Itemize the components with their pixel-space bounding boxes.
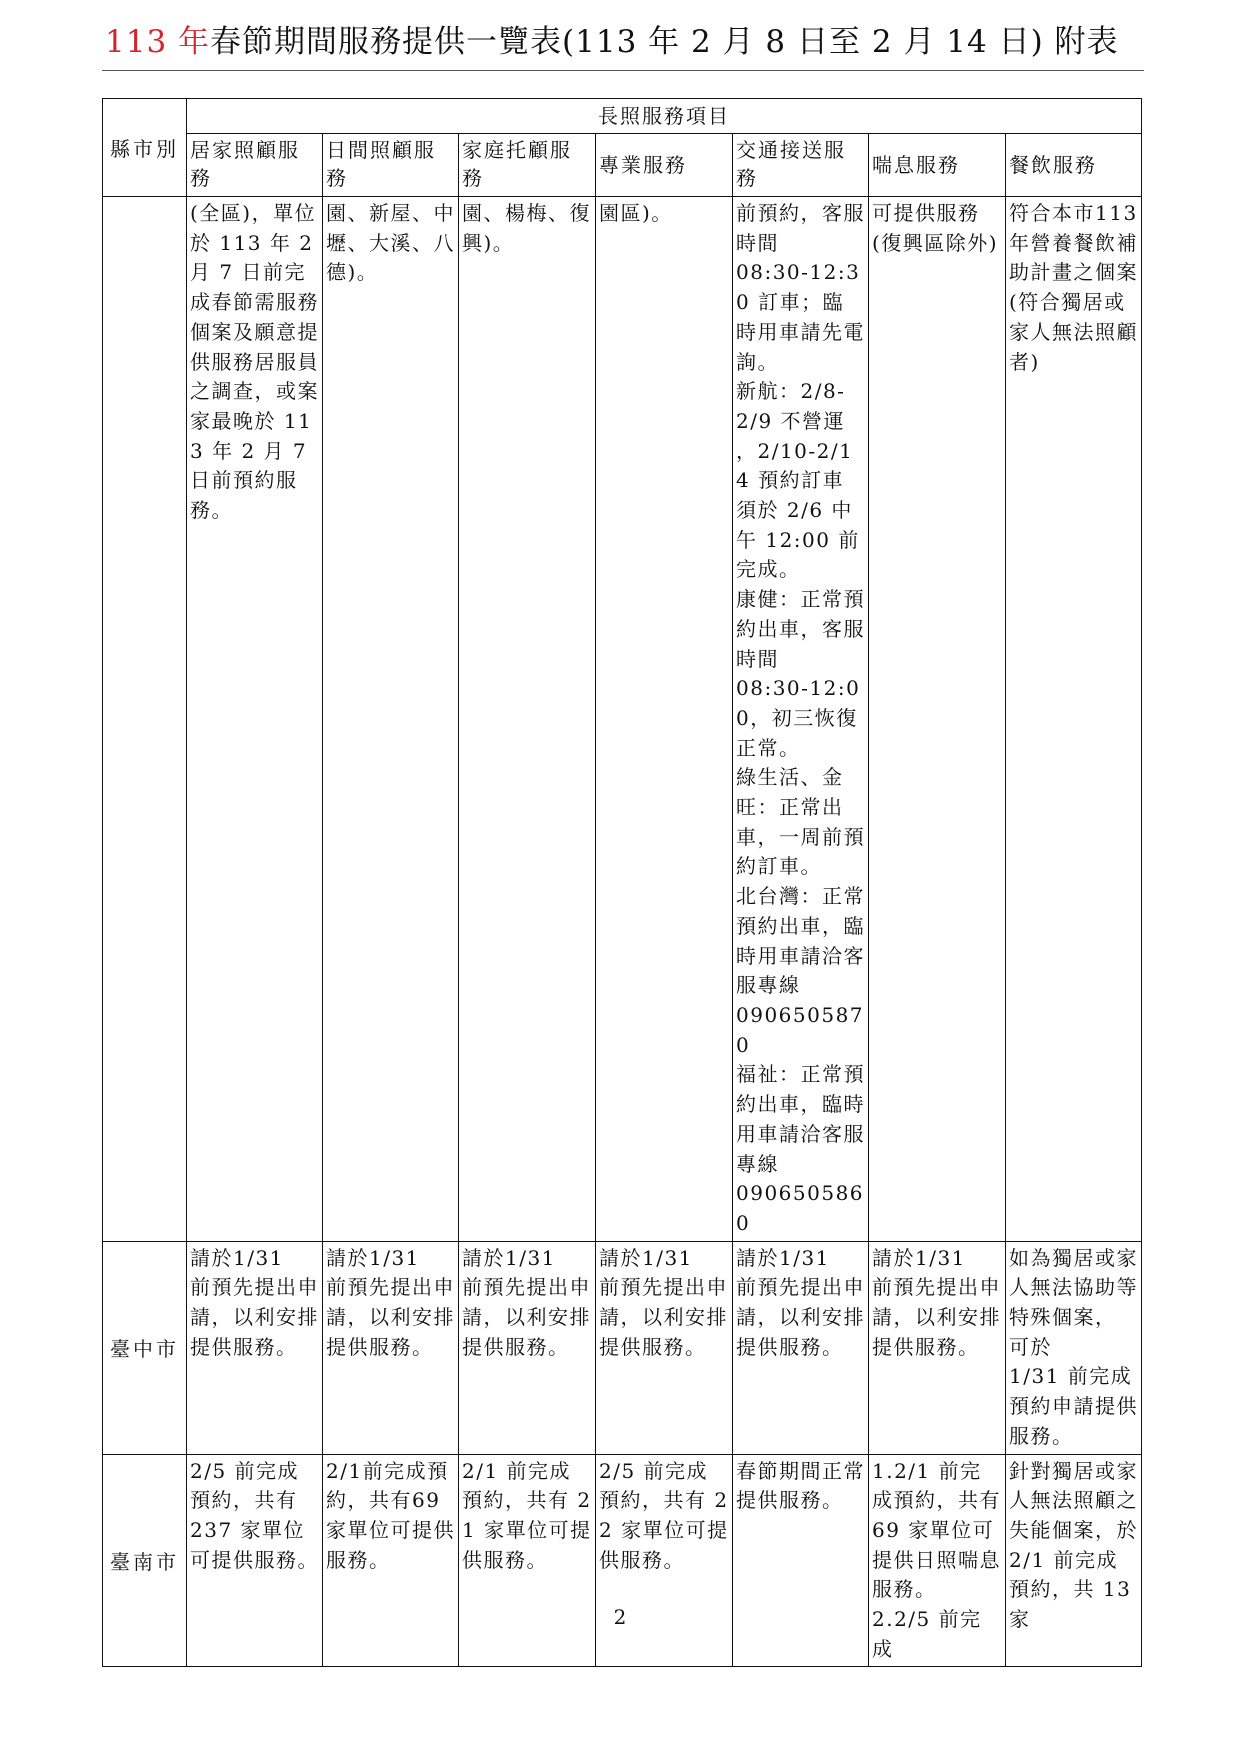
col-header-respite: 喘息服務 xyxy=(869,134,1006,197)
cell-home-care: 2/5 前完成預約，共有 237 家單位可提供服務。 xyxy=(187,1454,323,1667)
cell-family-care: 園、楊梅、復興)。 xyxy=(459,197,596,1242)
title-year: 113 年 xyxy=(105,24,211,60)
cell-respite: 可提供服務(復興區除外) xyxy=(869,197,1006,1242)
service-table xyxy=(102,98,1142,1667)
city-cell xyxy=(103,197,187,1242)
cell-family-care: 請於1/31 前預先提出申請，以利安排提供服務。 xyxy=(459,1241,596,1454)
cell-meal: 針對獨居或家人無法照顧之失能個案，於 2/1 前完成預約，共 13 家 xyxy=(1006,1454,1142,1667)
col-header-transport: 交通接送服 務 xyxy=(733,134,869,197)
title-underline xyxy=(102,70,1144,71)
ltc-service-items-header: 長照服務項目 xyxy=(187,99,1142,134)
cell-transport: 請於1/31 前預先提出申請，以利安排提供服務。 xyxy=(733,1241,869,1454)
document-title xyxy=(105,18,1119,66)
cell-respite: 請於1/31 前預先提出申請，以利安排提供服務。 xyxy=(869,1241,1006,1454)
table-row xyxy=(103,197,1142,1242)
table-row xyxy=(103,1454,1142,1667)
header-row-columns xyxy=(103,134,1142,197)
cell-home-care: 請於1/31 前預先提出申請，以利安排提供服務。 xyxy=(187,1241,323,1454)
col-header-meal: 餐飲服務 xyxy=(1006,134,1142,197)
cell-professional: 請於1/31 前預先提出申請，以利安排提供服務。 xyxy=(596,1241,733,1454)
cell-professional: 園區)。 xyxy=(596,197,733,1242)
city-column-header: 縣市別 xyxy=(103,99,187,197)
table-row xyxy=(103,1241,1142,1454)
city-cell: 臺中市 xyxy=(103,1241,187,1454)
title-text: 春節期間服務提供一覽表(113 年 2 月 8 日至 2 月 14 日) 附表 xyxy=(210,24,1119,60)
header-row-group xyxy=(103,99,1142,134)
col-header-professional: 專業服務 xyxy=(596,134,733,197)
cell-home-care: (全區)，單位於 113 年 2 月 7 日前完成春節需服務個案及願意提供服務居服員之調查，或案家最晚於 113 年 2 月 7 日前預約服務。 xyxy=(187,197,323,1242)
cell-professional: 2/5 前完成預約，共有 22 家單位可提供服務。 xyxy=(596,1454,733,1667)
col-header-day-care: 日間照顧服 務 xyxy=(323,134,459,197)
cell-transport: 前預約，客服時間 08:30-12:30 訂車；臨時用車請先電詢。 新航：2/8-2/9 不營運 ，2/10-2/14 預約訂車須於 2/6 中午 12:00 前完成。 康健：正常預約出車，客服時間 08:30-12:00，初三恢復正常。 綠生活、金旺：正常出車，一周前預約訂車。 北台灣：正常預約出車，臨時用車請洽客服專線 0906505870 福祉：正常預約出車，臨時用車請洽客服專線 0906505860 xyxy=(733,197,869,1242)
cell-family-care: 2/1 前完成預約，共有 21 家單位可提供服務。 xyxy=(459,1454,596,1667)
cell-day-care: 園、新屋、中壢、大溪、八德)。 xyxy=(323,197,459,1242)
cell-meal: 如為獨居或家人無法協助等特殊個案， 可於 1/31 前完成預約申請提供服務。 xyxy=(1006,1241,1142,1454)
city-cell: 臺南市 xyxy=(103,1454,187,1667)
col-header-family-care: 家庭托顧服 務 xyxy=(459,134,596,197)
page-number: 2 xyxy=(613,1605,627,1629)
cell-meal: 符合本市113年營養餐飲補助計畫之個案(符合獨居或家人無法照顧者) xyxy=(1006,197,1142,1242)
cell-day-care: 2/1前完成預約，共有69家單位可提供服務。 xyxy=(323,1454,459,1667)
cell-transport: 春節期間正常提供服務。 xyxy=(733,1454,869,1667)
cell-day-care: 請於1/31 前預先提出申請，以利安排提供服務。 xyxy=(323,1241,459,1454)
cell-respite: 1.2/1 前完成預約，共有 69 家單位可提供日照喘息服務。 2.2/5 前完成 xyxy=(869,1454,1006,1667)
col-header-home-care: 居家照顧服 務 xyxy=(187,134,323,197)
